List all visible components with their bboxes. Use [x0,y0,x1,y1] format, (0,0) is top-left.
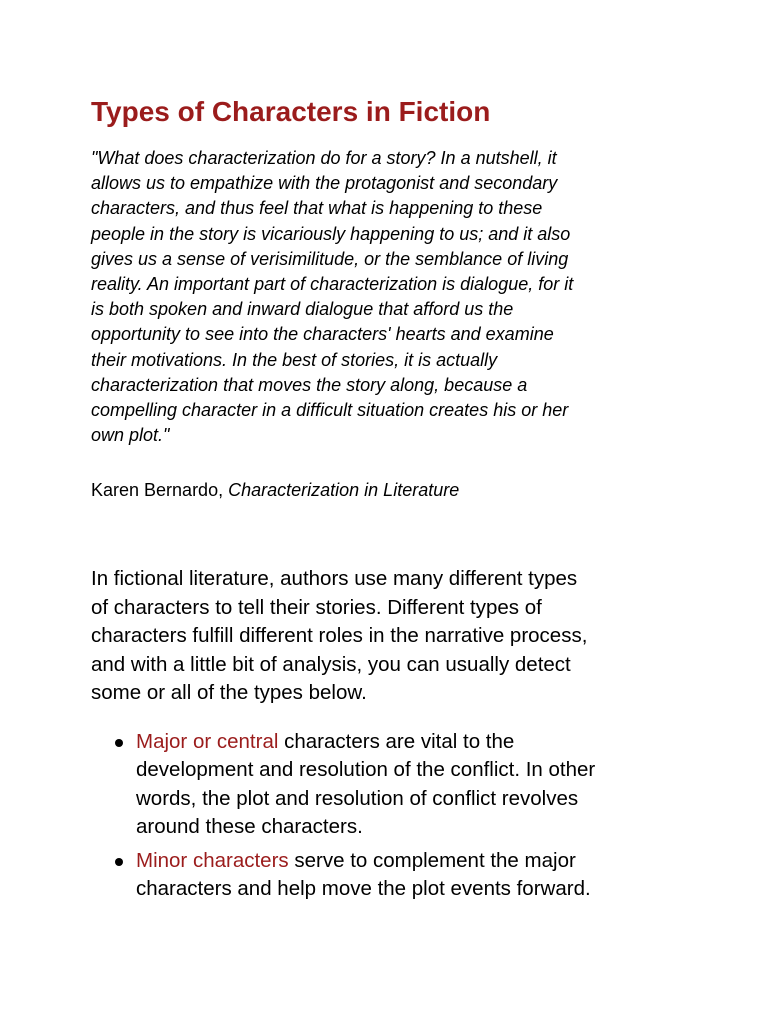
quote-line: own plot." [91,425,170,446]
bullet-line: development and resolution of the conflict. In other [136,758,596,782]
quote-line: characterization that moves the story along, because a [91,374,528,395]
intro-line: some or all of the types below. [91,681,367,705]
epigraph-quote [91,146,671,448]
bullet-text: characters are vital to the [278,729,515,753]
bullet-first-line [136,728,691,757]
quote-line: reality. An important part of characterization is dialogue, for it [91,274,574,295]
quote-line: allows us to empathize with the protagonist and secondary [91,173,558,194]
character-types-list [91,728,691,904]
quote-line: opportunity to see into the characters' hearts and examine [91,324,554,345]
bullet-line: words, the plot and resolution of conflict revolves [136,786,579,810]
intro-line: and with a little bit of analysis, you can usually detect [91,652,571,676]
quote-line: "What does characterization do for a story? In a nutshell, it [91,148,557,168]
attribution-author: Karen Bernardo, [91,480,224,501]
bullet-first-line [136,847,691,876]
bullet-text: serve to complement the major [288,848,576,872]
quote-line: characters, and thus feel that what is happening to these [91,198,543,219]
bullet-dot-icon [115,858,123,866]
intro-line: of characters to tell their stories. Different types of [91,595,542,619]
document-page [91,92,691,909]
intro-line: In fictional literature, authors use many different types [91,567,578,591]
term-major-or-central: Major or central [136,729,279,753]
list-item-minor-characters [91,847,691,904]
list-item-major-characters [91,728,691,842]
quote-attribution [91,477,691,503]
intro-line: characters fulfill different roles in the narrative process, [91,624,588,648]
quote-line: people in the story is vicariously happening to us; and it also [91,223,571,244]
quote-line: is both spoken and inward dialogue that afford us the [91,299,514,320]
intro-paragraph [91,565,691,708]
document-title: Types of Characters in Fiction [91,96,491,127]
quote-line: gives us a sense of verisimilitude, or the semblance of living [91,248,569,269]
attribution-work-title: Characterization in Literature [228,480,460,501]
term-minor-characters: Minor characters [136,848,289,872]
bullet-line: around these characters. [136,815,363,839]
bullet-dot-icon [115,739,123,747]
quote-line: their motivations. In the best of stories, it is actually [91,349,498,370]
quote-line: compelling character in a difficult situation creates his or her [91,400,569,421]
bullet-line: characters and help move the plot events forward. [136,877,591,901]
